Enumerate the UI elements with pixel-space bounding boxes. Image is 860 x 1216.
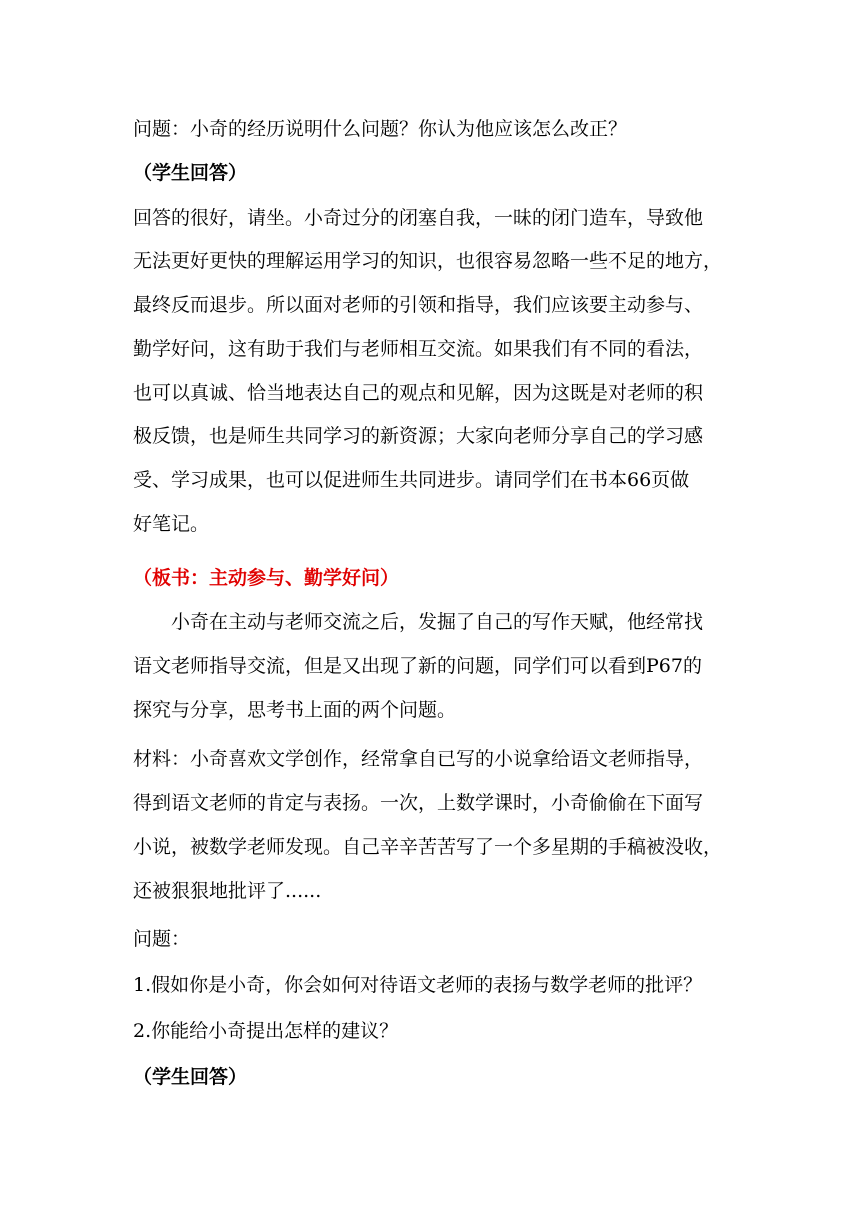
material-line: 得到语文老师的肯定与表扬。一次，上数学课时，小奇偷偷在下面写	[133, 792, 704, 814]
question-item: 1.假如你是小奇，你会如何对待语文老师的表扬与数学老师的批评？	[133, 974, 703, 996]
intro-line: 探究与分享，思考书上面的两个问题。	[133, 699, 457, 721]
question-line: 问题：小奇的经历说明什么问题？你认为他应该怎么改正？	[133, 118, 628, 140]
answer-line: 最终反而退步。所以面对老师的引领和指导，我们应该要主动参与、	[133, 294, 704, 316]
questions-label: 问题：	[133, 928, 191, 950]
answer-line: 回答的很好，请坐。小奇过分的闭塞自我，一昧的闭门造车，导致他	[133, 207, 704, 229]
student-answer-label: （学生回答）	[133, 1066, 248, 1088]
answer-line: 勤学好问，这有助于我们与老师相互交流。如果我们有不同的看法，	[133, 338, 704, 360]
answer-line: 极反馈，也是师生共同学习的新资源；大家向老师分享自己的学习感	[133, 425, 704, 447]
answer-line: 好笔记。	[133, 513, 210, 535]
answer-line: 无法更好更快的理解运用学习的知识，也很容易忽略一些不足的地方，	[133, 250, 723, 272]
answer-line: 受、学习成果，也可以促进师生共同进步。请同学们在书本66页做	[133, 469, 690, 491]
intro-line: 语文老师指导交流，但是又出现了新的问题，同学们可以看到P67的	[133, 655, 702, 677]
material-line: 材料：小奇喜欢文学创作，经常拿自已写的小说拿给语文老师指导，	[133, 748, 704, 770]
material-line: 还被狠狠地批评了......	[133, 880, 322, 902]
intro-line: 小奇在主动与老师交流之后，发掘了自己的写作天赋，他经常找	[171, 611, 704, 633]
board-note: （板书：主动参与、勤学好问）	[133, 567, 400, 589]
question-item: 2.你能给小奇提出怎样的建议？	[133, 1020, 399, 1042]
answer-line: 也可以真诚、恰当地表达自己的观点和见解，因为这既是对老师的积	[133, 382, 704, 404]
student-answer-label: （学生回答）	[133, 162, 248, 184]
material-line: 小说，被数学老师发现。自己辛辛苦苦写了一个多星期的手稿被没收，	[133, 836, 723, 858]
